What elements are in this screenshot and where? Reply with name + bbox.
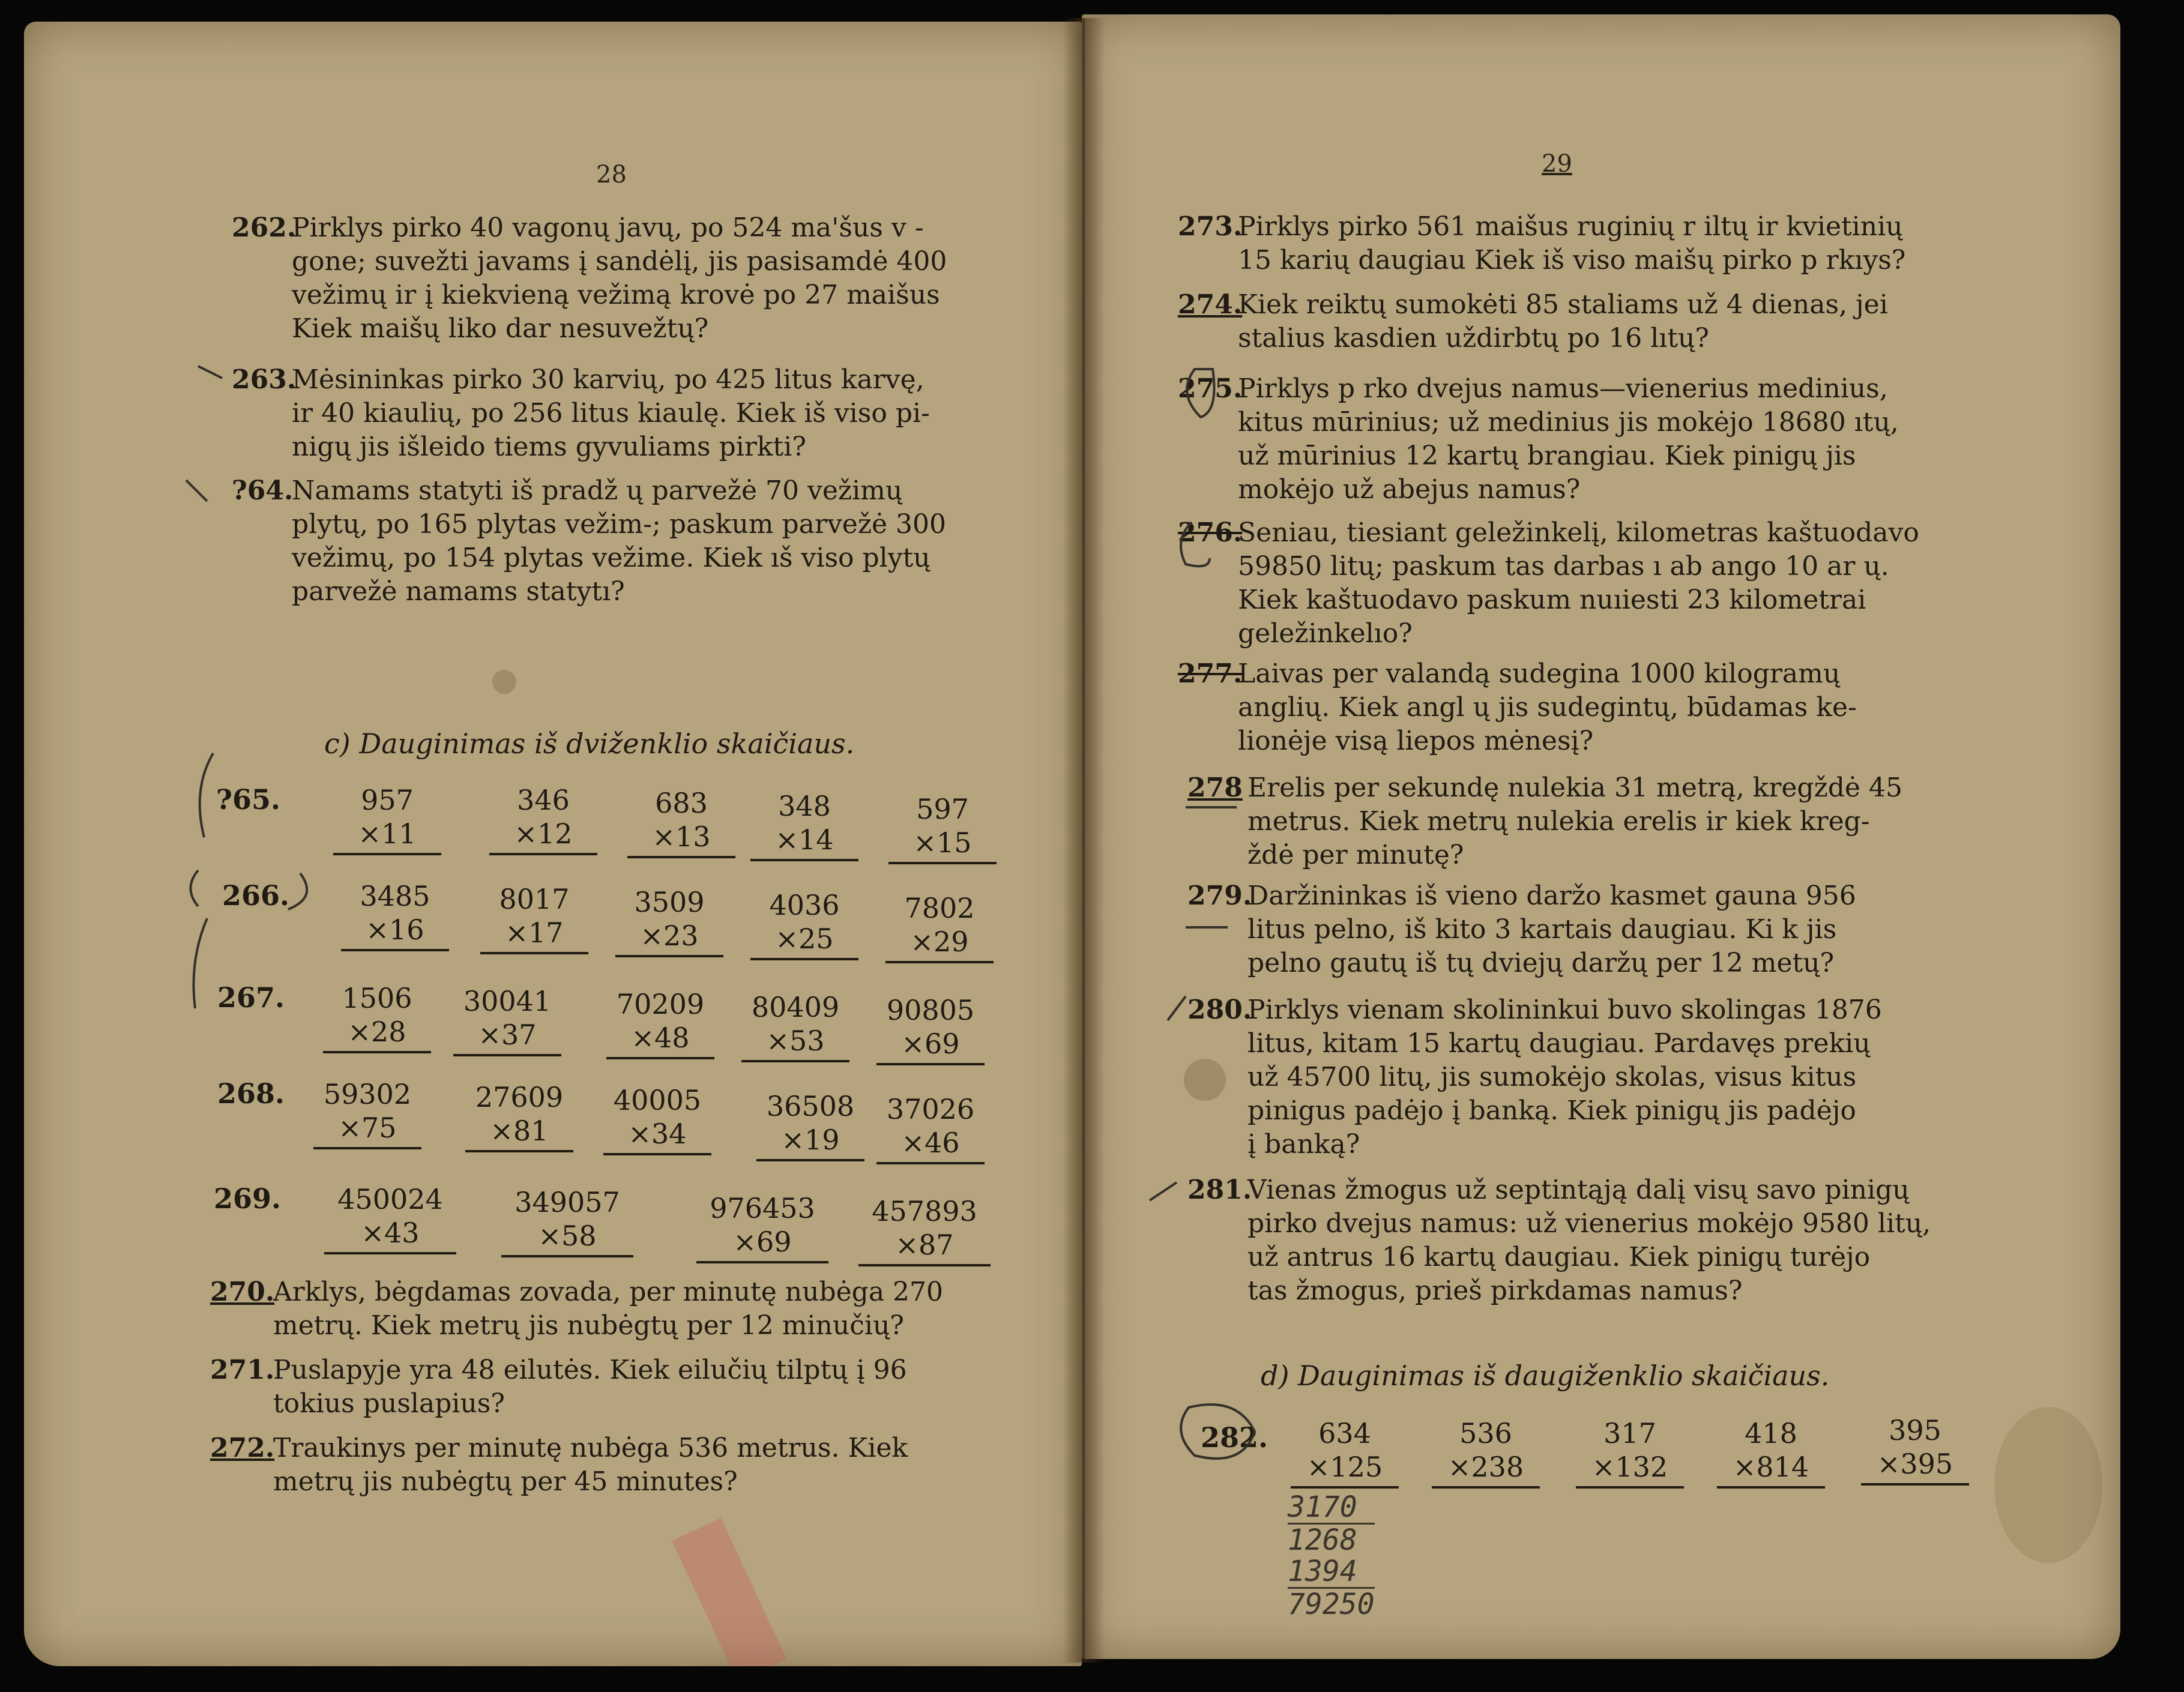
problem-275: 275. Pirklys p rko dvejus namus—vienerius medinius, kitus mūrinius; už medinius jis mokėjo 18680 ıtų, už mūrinius 12 kartų brangiau. Kiek pinigų jis mokėjo už abejus namus? — [1178, 373, 1899, 505]
multiplication-item: 317 ×132 — [1576, 1417, 1684, 1489]
problem-272: 272. Traukinys per minutę nubėga 536 metrus. Kiek metrų jis nubėgtų per 45 minutes? — [210, 1433, 908, 1497]
row-label-282: 282. — [1201, 1421, 1268, 1454]
multiplication-item: 4036 ×25 — [750, 888, 858, 960]
problem-number: ?64. — [232, 475, 294, 506]
section-d-title: d) Dauginimas iš daugiženklio skaičiaus. — [1261, 1359, 1830, 1392]
multiplication-item: 348 ×14 — [750, 789, 858, 861]
multiplication-item: 80409 ×53 — [741, 990, 849, 1062]
multiplication-item: 27609 ×81 — [465, 1080, 573, 1152]
problem-number: 276. — [1178, 517, 1243, 548]
multiplication-item: 536 ×238 — [1432, 1417, 1540, 1489]
multiplication-item: 976453 ×69 — [696, 1191, 828, 1263]
problem-number: 272. — [210, 1433, 275, 1463]
problem-number: 281. — [1187, 1175, 1252, 1205]
problem-number: 278 — [1187, 772, 1243, 803]
problem-number: 271. — [210, 1355, 275, 1385]
multiplication-item: 37026 ×46 — [876, 1092, 985, 1164]
row-label-267: 267. — [217, 981, 285, 1014]
multiplication-item: 349057 ×58 — [501, 1185, 633, 1257]
multiplication-item: 8017 ×17 — [480, 882, 588, 954]
problem-number: 273. — [1178, 211, 1243, 242]
multiplication-item: 957 ×11 — [333, 783, 441, 855]
multiplication-item: 395 ×395 — [1861, 1414, 1969, 1486]
problem-271: 271. Puslapyje yra 48 eilutės. Kiek eilučių tilptų į 96 tokius puslapius? — [210, 1355, 907, 1419]
problem-277: 277. Laivas per valandą sudegina 1000 kilogramų anglių. Kiek angl ų jis sudegintų, būdamas ke- lionėje visą liepos mėnesį? — [1178, 658, 1857, 756]
row-label-269: 269. — [214, 1182, 282, 1215]
problem-number: 279. — [1187, 881, 1252, 911]
problem-number: 275. — [1178, 373, 1243, 404]
multiplication-item: 597 ×15 — [888, 792, 997, 864]
multiplication-item: 3485 ×16 — [341, 879, 449, 951]
problem-270: 270. Arklys, bėgdamas zovada, per minutę nubėga 270 metrų. Kiek metrų jis nubėgtų per 12 minučių? — [210, 1277, 944, 1341]
problem-number: 280. — [1187, 995, 1252, 1025]
problem-264: ?64. Namams statyti iš pradž ų parvežė 70 vežimų plytų, po 165 plytas vežim-; paskum parvežė 300 vežimų, po 154 plytas vežime. Kiek ıš viso plytų parvežė namams statytı? — [232, 475, 947, 607]
row-label-265: ?65. — [216, 783, 280, 816]
row-label-268: 268. — [217, 1077, 285, 1110]
problem-number: 270. — [210, 1277, 275, 1307]
section-c-title: c) Dauginimas iš dviženklio skaičiaus. — [324, 727, 855, 760]
page-number-left: 28 — [596, 161, 627, 188]
multiplication-item: 683 ×13 — [627, 786, 735, 858]
problem-262: 262. Pirklys pirko 40 vagonų javų, po 524 ma'šus v - gone; suvežti javams į sandėlį, jis pasisamdė 400 vežimų ir į kiekvieną vežimą krovė po 27 maišus Kiek maišų liko dar nesuvežtų? — [232, 212, 947, 344]
problem-263: 263. Mėsininkas pirko 30 karvių, po 425 litus karvę, ir 40 kiaulių, po 256 litus kiaulę. Kiek iš viso pi- nigų jis išleido tiems gyvuliams pirkti? — [232, 364, 930, 462]
problem-number: 274. — [1178, 289, 1243, 320]
problem-number: 262. — [232, 212, 297, 243]
multiplication-item: 7802 ×29 — [885, 891, 994, 963]
multiplication-item: 457893 ×87 — [858, 1194, 991, 1266]
page-number-right: 29 — [1542, 150, 1572, 178]
multiplication-item: 59302 ×75 — [313, 1077, 421, 1149]
problem-number: 277. — [1178, 658, 1243, 689]
multiplication-item: 1506 ×28 — [323, 981, 431, 1053]
problem-278: 278 Erelis per sekundę nulekia 31 metrą, kregždė 45 metrus. Kiek metrų nulekia erelis ir kiek kreg- ždė per minutę? — [1187, 772, 1902, 870]
multiplication-item: 30041 ×37 — [453, 984, 561, 1056]
multiplication-item: 450024 ×43 — [324, 1182, 456, 1254]
problem-280: 280. Pirklys vienam skolininkui buvo skolingas 1876 litus, kitam 15 kartų daugiau. Pardavęs prekių už 45700 litų, jis sumokėjo skolas, visus kitus pinigus padėjo į banką. Kiek pinigų jis padėjo į banką? — [1187, 995, 1882, 1160]
problem-273: 273. Pirklys pirko 561 maišus ruginių r iltų ir kvietinių 15 karių daugiau Kiek iš viso maišų pirko p rkıys? — [1178, 211, 1906, 275]
handwritten-calculation: 3170 1268 1394 79250 — [1288, 1490, 1375, 1621]
multiplication-item: 418 ×814 — [1717, 1417, 1825, 1489]
multiplication-item: 346 ×12 — [489, 783, 597, 855]
row-label-266: 266. — [222, 879, 290, 912]
problem-276: 276. Seniau, tiesiant geležinkelį, kilometras kaštuodavo 59850 litų; paskum tas darbas ı ab ango 10 ar ų. Kiek kaštuodavo paskum nuıiesti 23 kilometrai geležinkelıo? — [1178, 517, 1919, 649]
problem-279: 279. Daržininkas iš vieno daržo kasmet gauna 956 litus pelno, iš kito 3 kartais daugiau. Ki k jis pelno gautų iš tų dviejų daržų per 12 metų? — [1187, 881, 1856, 978]
multiplication-item: 36508 ×19 — [756, 1089, 864, 1161]
multiplication-item: 90805 ×69 — [876, 993, 985, 1065]
multiplication-item: 40005 ×34 — [603, 1083, 711, 1155]
problem-281: 281. Vienas žmogus už septintąją dalį visų savo pinigų pirko dvejus namus: už vienerius mokėjo 9580 litų, už antrus 16 kartų daugiau. Kiek pinigų turėjo tas žmogus, prieš pirkdamas namus? — [1187, 1175, 1931, 1306]
multiplication-item: 70209 ×48 — [606, 987, 714, 1059]
multiplication-item: 3509 ×23 — [615, 885, 723, 957]
problem-number: 263. — [232, 364, 297, 395]
multiplication-item: 634 ×125 — [1291, 1417, 1399, 1489]
problem-274: 274. Kiek reiktų sumokėti 85 staliams už 4 dienas, jei stalius kasdien uždirbtų po 16 lıtų? — [1178, 289, 1888, 354]
